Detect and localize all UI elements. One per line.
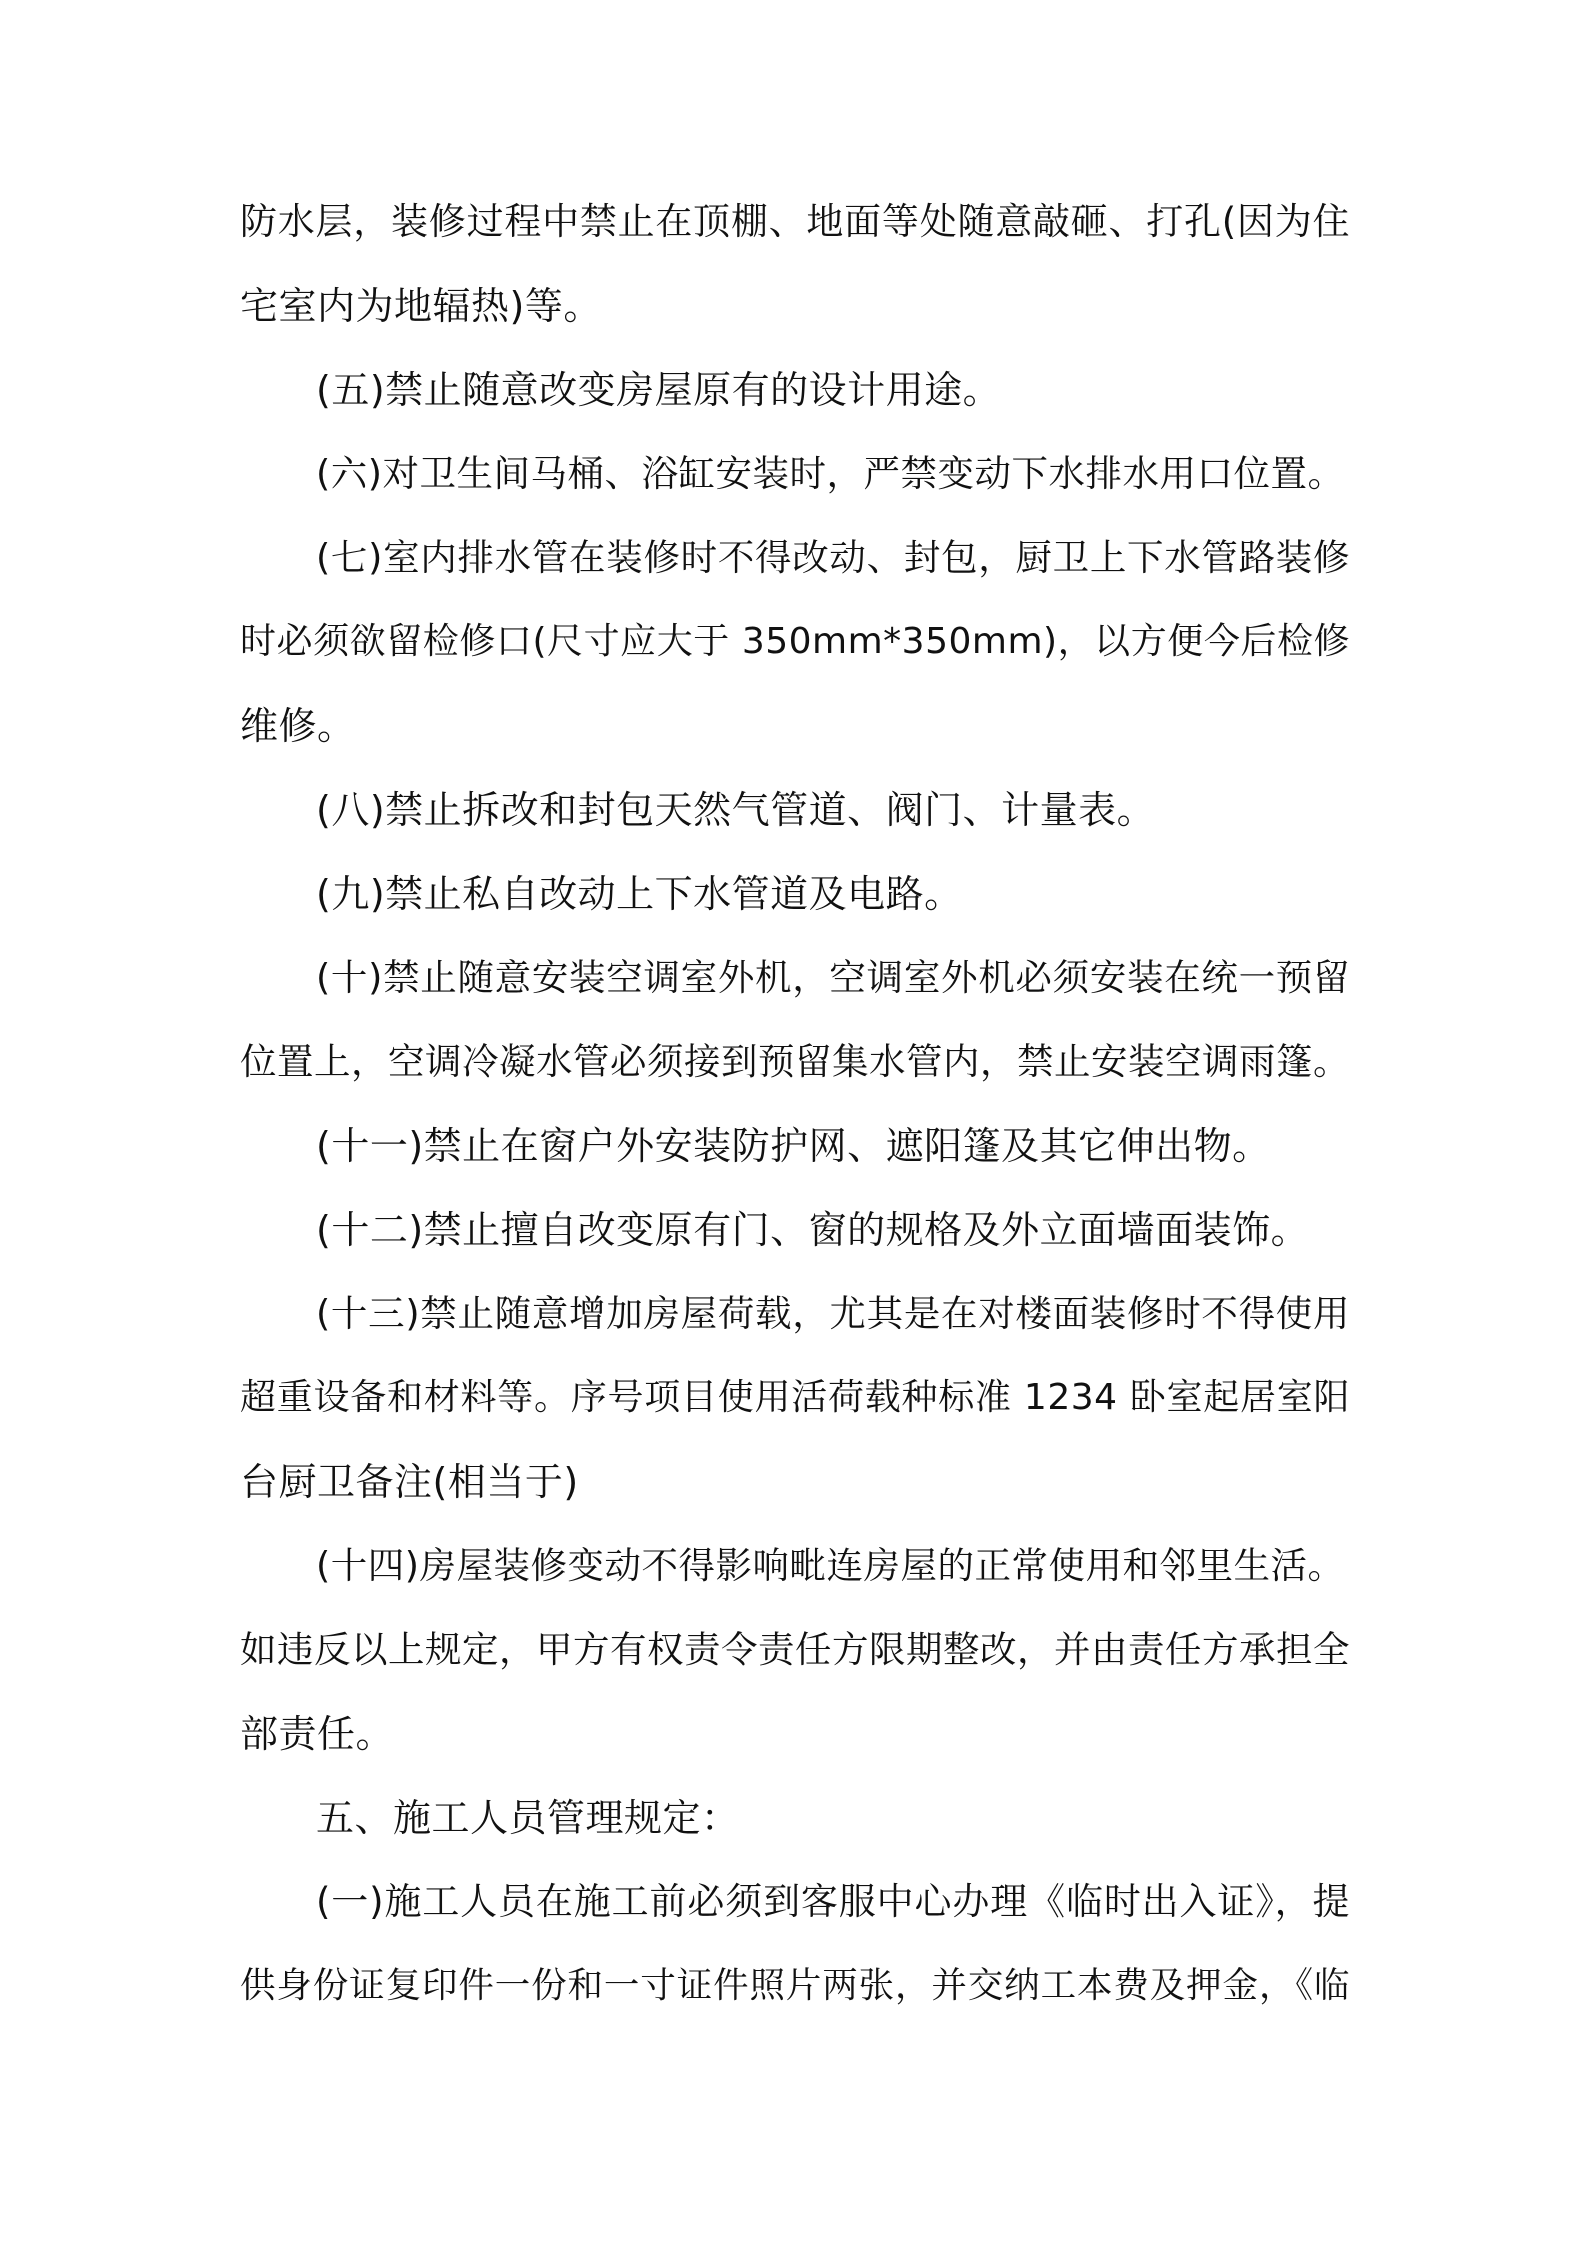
text-line: (一)施工人员在施工前必须到客服中心办理《临时出入证》，提 <box>316 1880 1350 1923</box>
text-line: 维修。 <box>240 704 356 748</box>
text-line: (九)禁止私自改动上下水管道及电路。 <box>316 872 963 916</box>
text-line: (十二)禁止擅自改变原有门、窗的规格及外立面墙面装饰。 <box>316 1208 1310 1252</box>
text-line: (十一)禁止在窗户外安装防护网、遮阳篷及其它伸出物。 <box>316 1124 1271 1168</box>
text-line: 时必须欲留检修口(尺寸应大于 350mm*350mm)，以方便今后检修 <box>240 621 1350 662</box>
text-line: 宅室内为地辐热)等。 <box>240 284 602 328</box>
section-heading: 五、施工人员管理规定： <box>316 1796 740 1840</box>
text-line: (七)室内排水管在装修时不得改动、封包，厨卫上下水管路装修 <box>316 536 1350 579</box>
text-line: 部责任。 <box>240 1712 395 1756</box>
text-line: 超重设备和材料等。序号项目使用活荷载种标准 1234 卧室起居室阳 <box>240 1377 1350 1418</box>
text-line: 防水层，装修过程中禁止在顶棚、地面等处随意敲砸、打孔(因为住 <box>240 200 1350 243</box>
text-line: (十)禁止随意安装空调室外机，空调室外机必须安装在统一预留 <box>316 956 1350 999</box>
text-line: (十三)禁止随意增加房屋荷载，尤其是在对楼面装修时不得使用 <box>316 1292 1350 1335</box>
text-line: (八)禁止拆改和封包天然气管道、阀门、计量表。 <box>316 788 1156 832</box>
text-line: (六)对卫生间马桶、浴缸安装时，严禁变动下水排水用口位置。 <box>316 452 1345 495</box>
text-line: (十四)房屋装修变动不得影响毗连房屋的正常使用和邻里生活。 <box>316 1544 1345 1587</box>
text-line: 供身份证复印件一份和一寸证件照片两张，并交纳工本费及押金，《临 <box>240 1965 1350 2006</box>
text-line: (五)禁止随意改变房屋原有的设计用途。 <box>316 368 1002 412</box>
text-line: 台厨卫备注(相当于) <box>240 1460 579 1504</box>
text-line: 位置上，空调冷凝水管必须接到预留集水管内，禁止安装空调雨篷。 <box>240 1040 1350 1083</box>
text-line: 如违反以上规定，甲方有权责令责任方限期整改，并由责任方承担全 <box>240 1628 1350 1671</box>
